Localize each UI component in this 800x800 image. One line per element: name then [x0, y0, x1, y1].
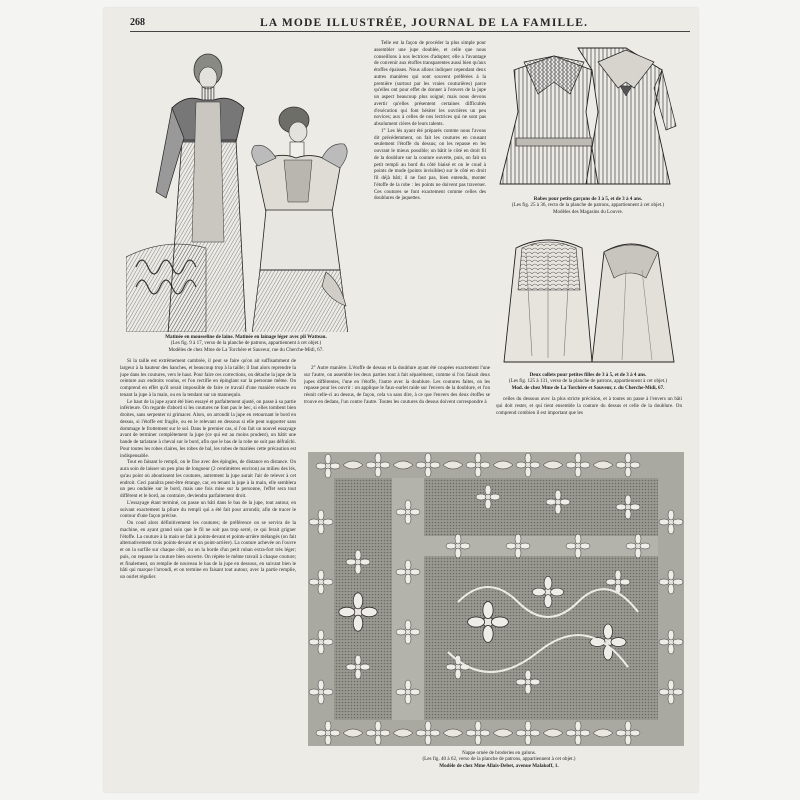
robes-caption-ref: (Les fig. 25 à 36, recto de la planche de patrons, appartiennent à cet objet.)	[511, 202, 665, 209]
robes-caption-title: Robes pour petits garçons de 3 à 5, et de 3 à 4 ans.	[533, 196, 643, 202]
text-right-mid	[496, 396, 682, 450]
nappe-caption	[334, 750, 664, 769]
nappe-caption-ref: (Les fig. 40 à 62, verso de la planche de patrons, appartiennent à cet objet.)	[422, 756, 576, 763]
nappe-caption-maker: Modèle de chez Mme Allais-Debet, avenue Malakoff, 1.	[439, 762, 559, 769]
paragraph: 2° Autre manière. L'étoffe de dessus et la doublure ayant été coupées exactement l'une sur l'autre, on assemble les deux parties tout à fait séparément, comme si l'on faisait deux jupes différentes, l'une en l'étoffe, l'autre avec la doublure. Les coutures faites, on les repasse pour les ouvrir : on applique le faux-ourlet raide sur l'envers de la doublure, et l'on réunit celle-ci au dessus, de façon, cela va sans dire, à ce que l'envers des deux étoffes se trouve en dedans, l'un contre l'autre. Toutes les coutures du dessus doivent correspondre à	[304, 365, 490, 405]
text-middle-top	[374, 40, 486, 362]
matinees-caption-ref: (Les fig. 9 à 17, verso de la planche de patrons, appartiennent à cet objet.)	[170, 340, 322, 347]
journal-page	[104, 8, 698, 792]
robes-caption-maker: Modèles des Magasins du Louvre.	[552, 208, 624, 215]
matinees-caption-maker: Modèles de chez Mme de La Torchère et Sauveur, rue du Cherche-Midi, 67.	[168, 346, 324, 353]
text-left-column	[120, 358, 296, 786]
page-header	[130, 17, 690, 32]
matinees-illustration	[126, 42, 366, 332]
matinees-caption	[118, 334, 374, 353]
paragraph: On coud alors définitivement les coutures; de préférence on se servira de la machine, en ayant grand soin que le fil ne soit pas trop serré, ce qui ferait grigner l'étoffe. La couture à la main se fait à points-devant et points-arrière mélangés (on fait alternativement trois points-devant et un point-arrière). La couture achevée on l'ouvre et on la surfile sur chaque côté, ou on la borde d'un petit ruban extra-fort très léger; puis, on repasse la couture bien ouverte. On répète le même travail à chaque couture; et finalement, on remplie de nouveau le bas de la jupe en dessous, en suivant bien le bâti qui marque l'arrondi, et on termine en faisant tout autour, avec la partie remplie, un ourlet régulier.	[120, 520, 296, 580]
nappe-caption-title: Nappe ornée de broderies en galons.	[461, 750, 537, 756]
collets-caption	[498, 372, 678, 391]
nappe-illustration	[308, 452, 684, 746]
robes-illustration	[494, 42, 679, 192]
paragraph: Telle est la façon de procéder la plus simple pour assembler une jupe doublée, et celle que nous conseillons à nos lectrices d'adopter; elle a l'avantage de convenir aux étoffes transparentes aussi bien qu'aux étoffes épaisses. Nous allons indiquer cependant deux autres manières qui sont souvent préférées à la première (surtout par les vraies couturières) parce qu'elles ont pour effet de donner à l'envers de la jupe un aspect beaucoup plus soigné; mais nous devons avertir qu'elles présentent certaines difficultés d'exécution qui font hésiter les ouvrières un peu novices; aux à celles de nos lectrices qui ne sont pas absolument cières de leurs talents.	[374, 40, 486, 127]
page-number: 268	[130, 17, 145, 28]
robes-caption	[498, 196, 678, 215]
paragraph: L'essayage étant terminé, on passe un bâti dans le bas de la jupe, tout autour, en suivant exactement la pliure du rempli qui a été fait pour arrondir, afin de tracer le contour d'une façon précise.	[120, 499, 296, 520]
collets-caption-title: Deux collets pour petites filles de 3 à 5, et de 3 à 4 ans.	[529, 372, 647, 378]
matinees-caption-title: Matinée en mousseline de laine. Matinée en lainage léger avec pli Watteau.	[165, 334, 327, 340]
paragraph: Le haut de la jupe ayant été bien essayé et parfaitement ajusté, on passe à sa partie inférieure. On regarde d'abord si les coutures ne font pas le bec, si elles tombent bien droites, sans serpenter ni grimacer. Alors, on arrondit la jupe en retournant le bord en dessus, si l'étoffe est fragile, ou en le relevant en dessous si elle peut supporter sans dommage le frottement sur le sol. Dans le premier cas, si l'on fait un nouvel essayage avant de terminer complètement la jupe (ce qui est au moins prudent), on bâtit une bande de tarlatane à cheval sur le bord, afin que le bas de la robe ne soit pas défraîchi. Pour toutes les robes claires, les robes de bal, les robes de mariées cette précaution est indispensable.	[120, 398, 296, 459]
paragraph: 1° Les lés ayant été préparés comme nous l'avons dit précédemment, on fait les coutures en cousant seulement l'étoffe du dessus; on les repasse en les ouvrant le mieux possible; on bâtit le côté en droit fil de la doublure sur la couture ouverte, puis, on fait un petit rempli au bord du côté biaisé et on le coud à points de mode (points invisibles) sur le côté en droit fil déjà bâti; il ne faut pas, bien entendu, monter l'étoffe de la robe : les points ne doivent pas traverser. Ces coutures se font exactement comme celles des doublures de jaquettes.	[374, 127, 486, 202]
paragraph: Tout en faisant le rempli, on le fixe avec des épingles, de distance en distance. On aura soin de laisser un peu plus de longueur (2 centimètres environ) au milieu des lés, qu'au point où aboutissent les coutures, autrement la jupe aurait l'air de relever à cet endroit. Ceci paraîtra peut-être étrange, car, en tenant la jupe à la main, elle semblera un peu ondulée sur le bord, mais une fois mise sur la personne, l'effet sera tout différent et le bord, au contraire, deviendra parfaitement droit.	[120, 459, 296, 499]
journal-title: LA MODE ILLUSTRÉE, JOURNAL DE LA FAMILLE.	[260, 17, 589, 29]
collets-caption-maker: Mod. de chez Mme de La Torchère et Sauveur, r. du Cherche-Midi, 67.	[511, 384, 665, 391]
paragraph: celles du dessous avec la plus stricte précision, et à toutes on passe à l'envers un bâti qui doit rester, et qui tient ensemble la couture du dessus et celle de la doublure. On comprend combien il est important que les	[496, 396, 682, 416]
collets-caption-ref: (Les fig. 125 à 131, verso de la planche de patrons, appartiennent à cet objet.)	[508, 378, 668, 385]
text-middle-mid	[304, 365, 490, 449]
collets-illustration	[496, 230, 680, 370]
paragraph: Si la taille est extrêmement cambrée, il peut se faire qu'on ait suffisamment de largeur à la hauteur des hanches, et beaucoup trop à la taille; il faut alors reprendre la jupe dans les coutures, vers le haut. Pour faire ces corrections, on détache la jupe de la ceinture aux endroits voulus, et l'on rectifie en épinglant sur la personne même. On comprend en effet qu'il serait impossible de faire ce travail d'une manière exacte en tenant la jupe à la main, ou en la tendant sur un mannequin.	[120, 358, 296, 398]
